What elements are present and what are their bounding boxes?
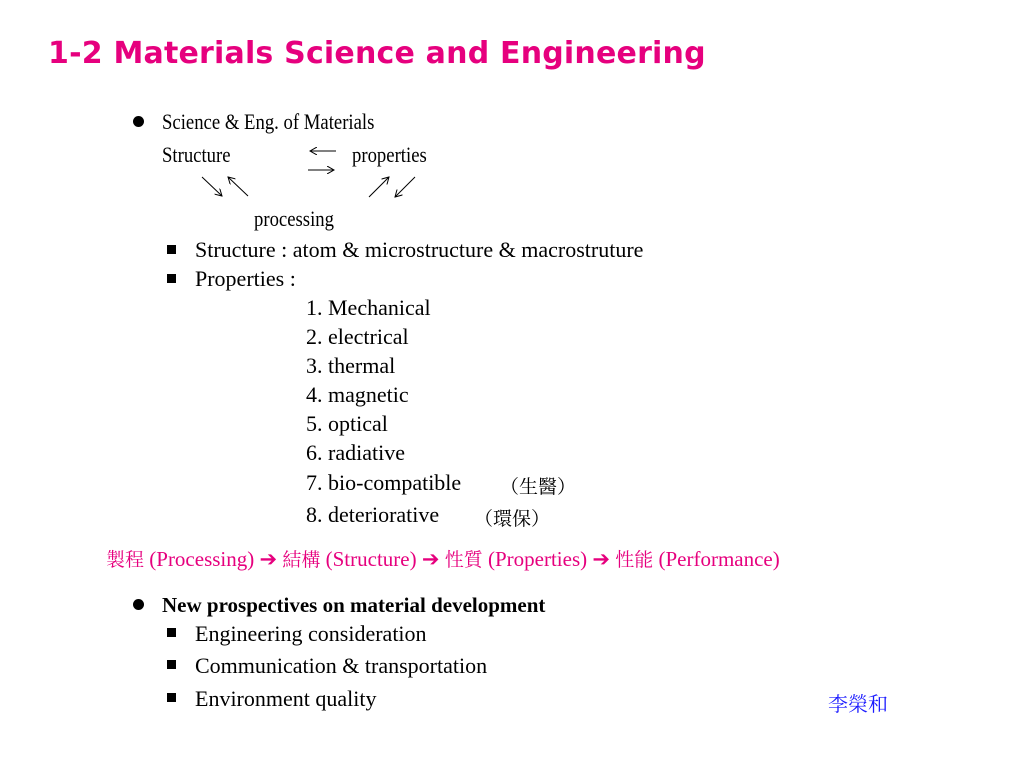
property-item: 7. bio-compatible xyxy=(306,470,462,495)
arrow-down-right-icon xyxy=(202,177,222,196)
diagram-processing-label: processing xyxy=(254,206,334,231)
arrow-up-left-icon xyxy=(228,177,248,196)
square-bullet xyxy=(167,693,176,702)
arrow-up-right-icon xyxy=(369,177,389,197)
arrow-right-icon: ➔ xyxy=(592,547,610,571)
square-bullet xyxy=(167,660,176,669)
author-name: 李榮和 xyxy=(828,692,888,716)
diagram-structure-label: Structure xyxy=(162,142,231,167)
property-item: 8. deteriorative xyxy=(306,502,440,527)
process-step: (Performance) xyxy=(653,547,780,571)
process-step-cjk: 結構 xyxy=(282,549,321,571)
square-bullet xyxy=(167,245,176,254)
section2-heading: New prospectives on material development xyxy=(162,593,546,617)
list-item: Communication & transportation xyxy=(195,653,488,678)
process-chain-line xyxy=(106,545,780,572)
property-item: 3. thermal xyxy=(306,353,396,378)
property-item: 1. Mechanical xyxy=(306,295,431,320)
section1-heading: Science & Eng. of Materials xyxy=(162,109,375,134)
property-note-det: （環保） xyxy=(474,508,551,530)
page-title: 1-2 Materials Science and Engineering xyxy=(48,36,706,71)
list-item-properties: Properties : xyxy=(195,266,296,291)
process-step: (Processing) xyxy=(144,547,260,571)
property-item: 6. radiative xyxy=(306,440,405,465)
square-bullet xyxy=(167,274,176,283)
property-item: 4. magnetic xyxy=(306,382,409,407)
list-item-structure: Structure : atom & microstructure & macrostruture xyxy=(195,237,644,262)
property-note-bio: （生醫） xyxy=(500,476,577,498)
process-step: (Properties) xyxy=(482,547,593,571)
property-item: 5. optical xyxy=(306,411,388,436)
bullet-dot xyxy=(133,599,144,610)
arrow-right-icon: ➔ xyxy=(421,547,440,571)
process-step-cjk: 製程 xyxy=(106,549,145,571)
property-item: 2. electrical xyxy=(306,324,409,349)
list-item: Engineering consideration xyxy=(195,621,427,646)
arrow-right-icon: ➔ xyxy=(259,547,278,571)
arrow-down-left-icon xyxy=(395,177,415,197)
list-item: Environment quality xyxy=(195,686,377,711)
diagram-properties-label: properties xyxy=(352,142,427,167)
process-step: (Structure) xyxy=(320,547,422,571)
square-bullet xyxy=(167,628,176,637)
bullet-dot xyxy=(133,116,144,127)
process-step-cjk: 性能 xyxy=(615,549,654,571)
process-step-cjk: 性質 xyxy=(444,549,483,571)
